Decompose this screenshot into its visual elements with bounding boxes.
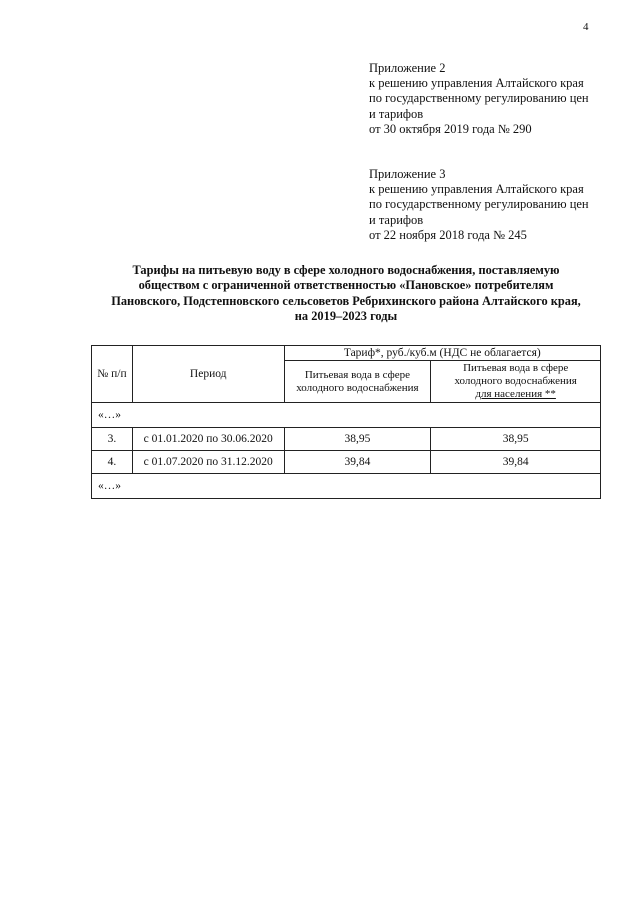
cell-tariff-1: 39,84 [284,451,431,474]
header-tariff-drinking-water [284,361,431,403]
appendix-line: по государственному регулированию цен [369,91,589,106]
appendix-line: и тарифов [369,212,424,227]
ellipsis-cell: «…» [92,403,601,428]
header-tariff-population [431,361,601,403]
document-title [88,263,604,324]
header-line: холодного водоснабжения [296,381,419,394]
table-row [92,428,601,451]
header-line: холодного водоснабжения [454,375,577,387]
header-line: Питьевая вода в сфере [304,368,410,381]
title-line: Пановского, Подстепновского сельсоветов Ребрихинского района Алтайского края, [111,293,581,308]
header-line: Питьевая вода в сфере [463,362,569,374]
table-row [92,451,601,474]
appendix-line: по государственному регулированию цен [369,197,589,212]
cell-tariff-1: 38,95 [284,428,431,451]
appendix-2-reference [369,61,619,137]
table-row-ellipsis [92,403,601,428]
appendix-line: от 30 октября 2019 года № 290 [369,121,532,136]
appendix-line: Приложение 2 [369,61,446,75]
cell-tariff-2: 39,84 [431,451,601,474]
ellipsis-cell: «…» [92,474,601,499]
title-line: обществом с ограниченной ответственностью «Пановское» потребителям [138,278,554,293]
cell-num: 4. [92,451,133,474]
title-line: Тарифы на питьевую воду в сфере холодного водоснабжения, поставляемую [132,263,560,277]
header-period: Период [132,346,284,403]
header-line: для населения ** [475,388,556,400]
header-tariff-group: Тариф*, руб./куб.м (НДС не облагается) [284,346,600,361]
cell-num: 3. [92,428,133,451]
cell-period: с 01.01.2020 по 30.06.2020 [132,428,284,451]
appendix-line: к решению управления Алтайского края [369,76,584,91]
appendix-line: к решению управления Алтайского края [369,182,584,197]
title-line: на 2019–2023 годы [294,308,398,323]
cell-tariff-2: 38,95 [431,428,601,451]
appendix-line: и тарифов [369,106,424,121]
appendix-3-reference [369,167,619,243]
header-num: № п/п [92,346,133,403]
tariff-table [91,345,601,499]
appendix-line: от 22 ноября 2018 года № 245 [369,227,527,242]
cell-period: с 01.07.2020 по 31.12.2020 [132,451,284,474]
table-row-ellipsis [92,474,601,499]
appendix-line: Приложение 3 [369,167,446,181]
table-header-row [92,346,601,361]
page-number: 4 [583,21,589,33]
